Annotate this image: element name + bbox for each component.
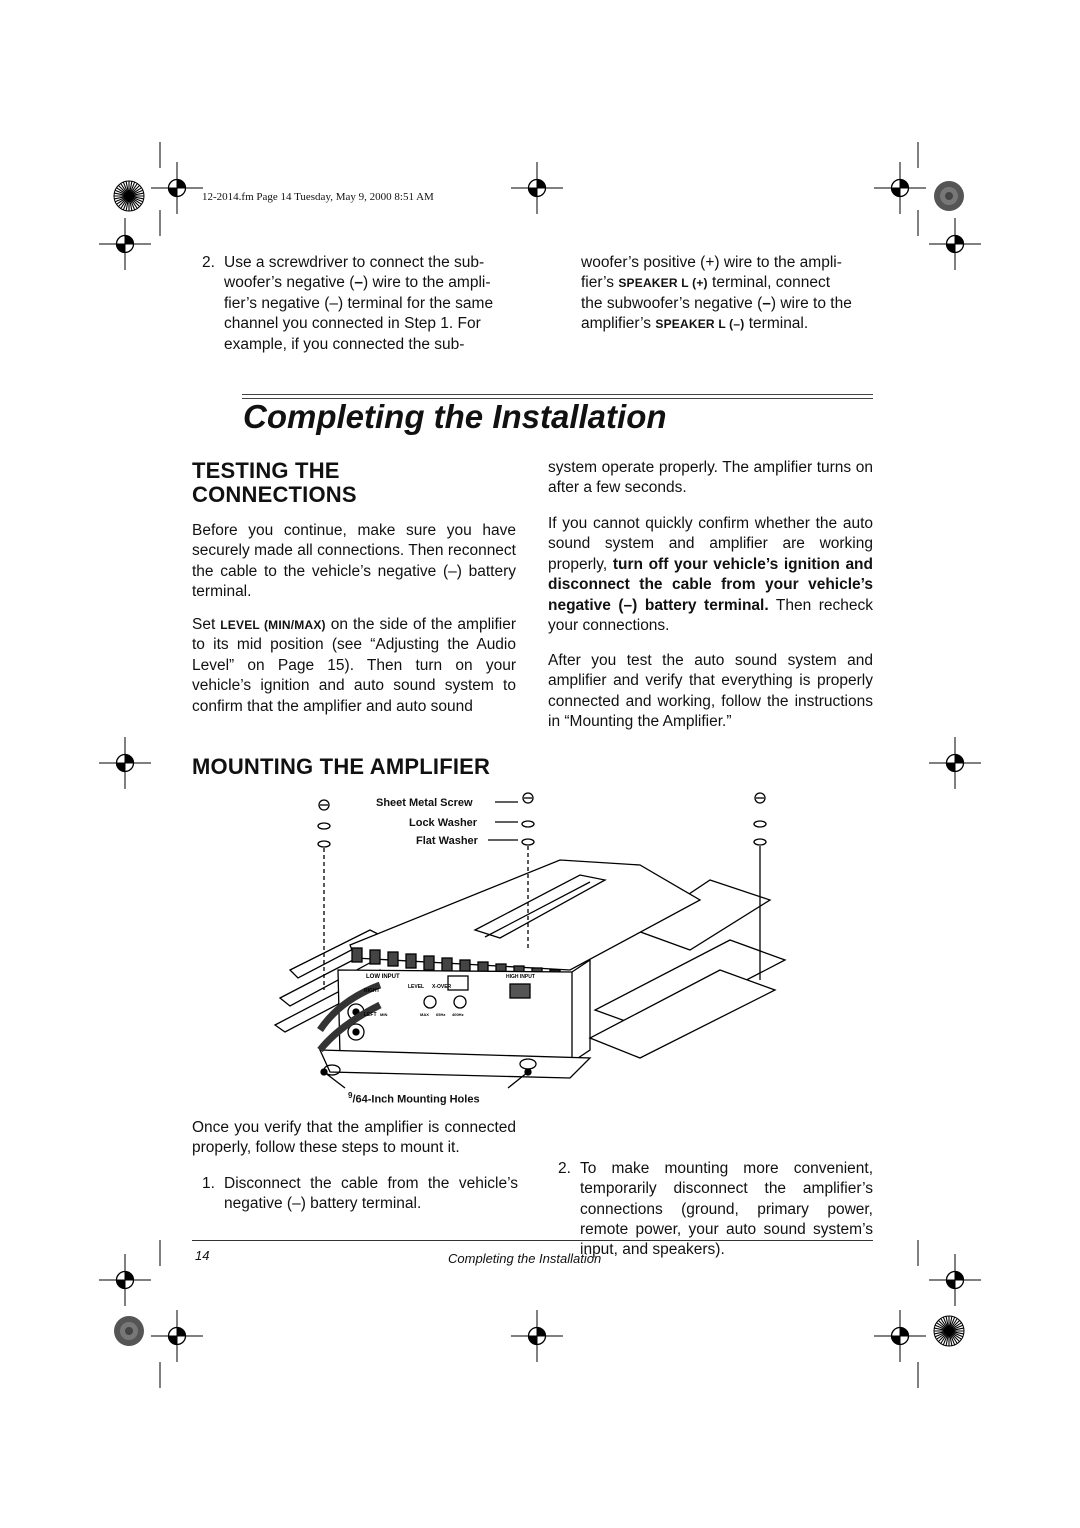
testing-heading [192,459,357,507]
testing-right-para-1: system operate properly. The amplifier turns on after a few seconds. [548,459,873,497]
panel-400: 400Hz [452,1012,464,1017]
label-lock-washer: Lock Washer [409,817,478,829]
testing-para-2: Set LEVEL (MIN/MAX) on the side of the amplifier to its mid position (see “Adjusting the Audio Level” on Page 15). Then turn on your vehicle’s ignition and auto sound system to confirm that the amplifier and auto sound [192,616,516,715]
panel-min: MIN [380,1012,388,1017]
panel-right: RIGHT [364,988,380,994]
heading-line: TESTING THE [192,458,340,483]
step-number: 2. [558,1159,571,1177]
text-line: woofer’s negative (–) wire to the ampli- [224,274,491,292]
text-line: Use a screwdriver to connect the sub- [224,254,485,271]
amplifier-illustration [260,780,800,1110]
page-number: 14 [195,1248,210,1263]
panel-max: MAX [420,1012,429,1017]
mounting-step-2 [558,1159,873,1261]
text-line: amplifier’s SPEAKER L (–) terminal. [581,315,809,333]
footer-title: Completing the Installation [448,1251,602,1266]
panel-high-input: HIGH INPUT [506,974,535,980]
mounting-step-1 [202,1174,518,1215]
text-line: the subwoofer’s negative (–) wire to the [581,294,852,312]
panel-level: LEVEL [408,984,425,990]
testing-para-1: Before you continue, make sure you have securely made all connections. Then reconnect the cable to the vehicle’s negative (–) battery terminal. [192,522,516,601]
step-text: To make mounting more convenient, temporarily disconnect the amplifier’s connections (ground, primary power, remote power, your auto sound system’s input, and speakers). [580,1159,873,1259]
panel-low-input: LOW INPUT [366,974,400,980]
step-number: 1. [202,1175,215,1192]
panel-xover: X-OVER [432,984,452,990]
testing-right-para-2: If you cannot quickly confirm whether the auto sound system and amplifier are working properly, turn off your vehicle’s ignition and disconnect the cable from your vehicle’s negative (–) battery terminal. Then recheck your connections. [548,515,873,635]
top-step2-left [202,253,516,355]
text-line: channel you connected in Step 1. For [224,315,481,333]
footer-rule [192,1240,873,1241]
section-title: Completing the Installation [243,398,667,435]
step-text: Disconnect the cable from the vehicle’s negative (–) battery terminal. [224,1175,518,1213]
file-stamp: 12-2014.fm Page 14 Tuesday, May 9, 2000 8:51 AM [202,191,434,203]
text-line: example, if you connected the sub- [224,335,465,353]
text-line: fier’s negative (–) terminal for the same [224,294,494,312]
mounting-intro: Once you verify that the amplifier is connected properly, follow these steps to mount it. [192,1119,516,1157]
panel-65: 65Hz [436,1012,446,1017]
text-line: fier’s SPEAKER L (+) terminal, connect [581,274,831,292]
step-number: 2. [202,254,215,271]
testing-right-para-3: After you test the auto sound system and amplifier and verify that everything is properly connected and working, follow the instructions in “Mounting the Amplifier.” [548,652,873,731]
label-sheet-metal-screw: Sheet Metal Screw [376,797,473,809]
mounting-heading: MOUNTING THE AMPLIFIER [192,754,491,779]
heading-line: CONNECTIONS [192,482,357,507]
section-rule [242,394,873,395]
label-mounting-holes: $^9$/64-Inch Mounting Holes [348,1091,480,1106]
label-flat-washer: Flat Washer [416,835,478,847]
panel-left: LEFT [364,1012,377,1018]
top-step2-right [581,253,873,335]
text-line: woofer’s positive (+) wire to the ampli- [581,254,842,271]
